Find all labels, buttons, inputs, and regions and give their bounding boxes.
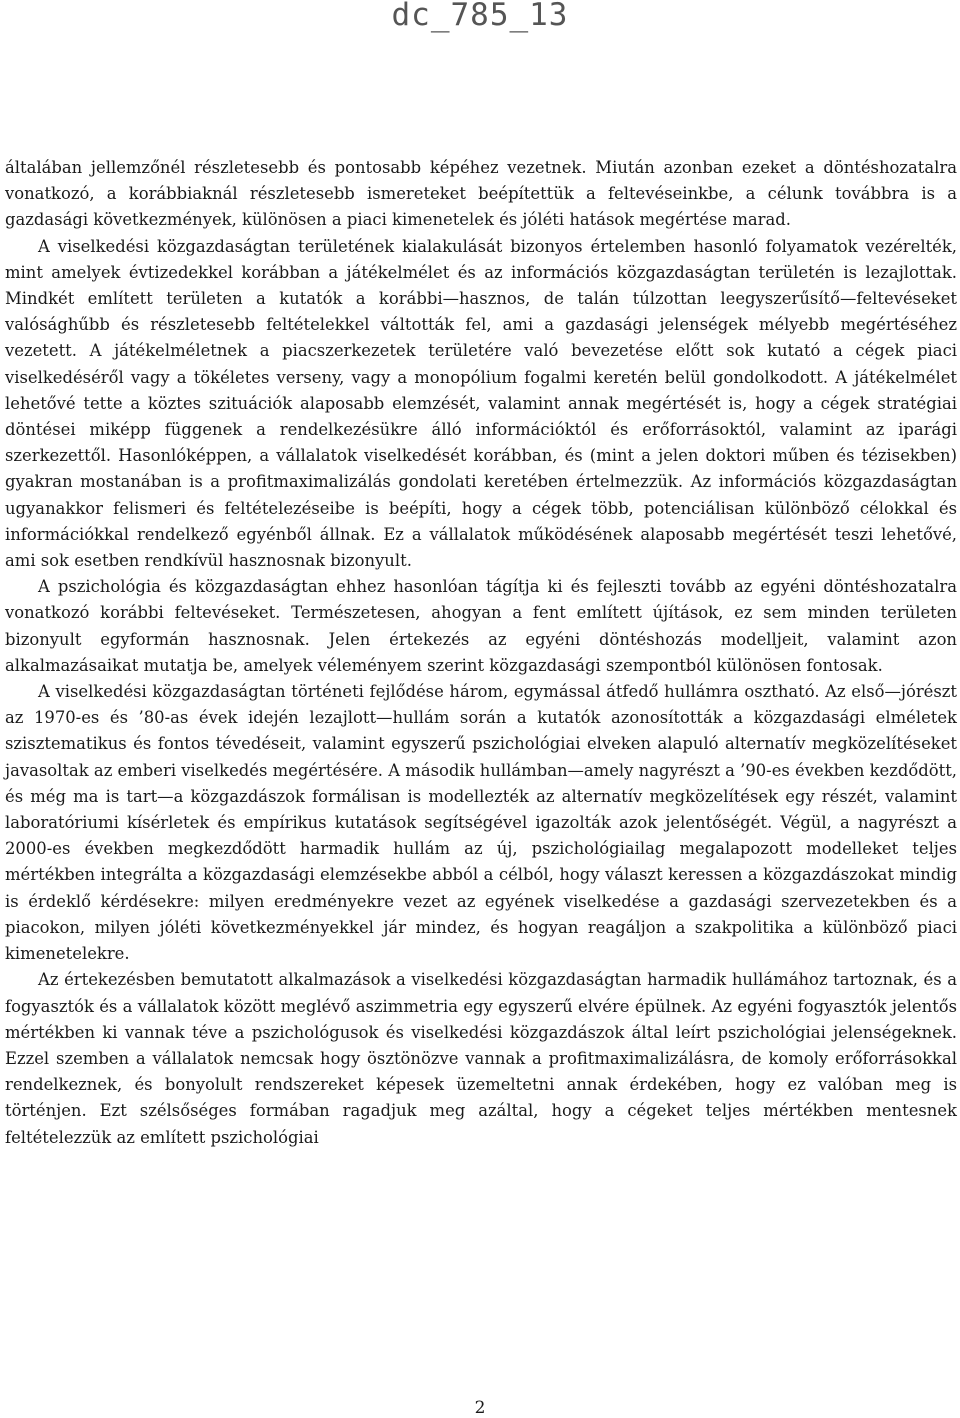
page-number: 2 — [474, 1398, 486, 1418]
document-header-id: dc_785_13 — [391, 0, 569, 33]
paragraph: A viselkedési közgazdaságtan történeti fejlődése három, egymással átfedő hullámra osztható. Az első—jórészt az 1970-es és ’80-as évek idején lezajlott—hullám során a kutatók azonosították a közgazdasági elméletek szisztematikus és fontos tévedéseit, valamint egyszerű pszichológiai elveken alapuló alternatív megközelítéseket javasoltak az emberi viselkedés megértésére. A második hullámban—amely nagyrészt a ’90-es években kezdődött, és még ma is tart—a közgazdászok formálisan is modellezték az alternatív megközelítések egy részét, valamint laboratóriumi kísérletek és empírikus kutatások segítségével igazolták azok jelentőségét. Végül, a nagyrészt a 2000-es években megkezdődött harmadik hullám az új, pszichológiailag megalapozott modelleket teljes mértékben integrálta a közgazdasági elemzésekbe abból a célból, hogy választ keressen a közgazdászokat mindig is érdeklő kérdésekre: milyen eredményekre vezet az egyének viselkedése a gazdasági szervezetekben és a piacokon, milyen jóléti következményekkel jár mindez, és hogyan reagáljon a szakpolitika a különböző piaci kimenetelekre. — [5, 682, 957, 964]
paragraph-continuation: általában jellemzőnél részletesebb és pontosabb képéhez vezetnek. Miután azonban ezeket a döntéshozatalra vonatkozó, a korábbiaknál részletesebb ismereteket beépítettük a feltevéseinkbe, a célunk továbbra is a gazdasági következmények, különösen a piaci kimenetelek és jóléti hatások megértése marad. — [5, 158, 957, 230]
paragraph: Az értekezésben bemutatott alkalmazások a viselkedési közgazdaságtan harmadik hullámához tartoznak, és a fogyasztók és a vállalatok között meglévő aszimmetria egy egyszerű elvére épülnek. Az egyéni fogyasztók jelentős mértékben ki vannak téve a pszichológusok és viselkedési közgazdászok által leírt pszichológiai jelenségeknek. Ezzel szemben a vállalatok nemcsak hogy ösztönözve vannak a profitmaximalizálásra, de komoly erőforrásokkal rendelkeznek, és bonyolult rendszereket képesek üzemeltetni annak érdekében, hogy ez valóban meg is történjen. Ezt szélsőséges formában ragadjuk meg azáltal, hogy a cégeket teljes mértékben mentesnek feltételezzük az említett pszichológiai — [5, 970, 957, 1147]
paragraph: A viselkedési közgazdaságtan területének kialakulását bizonyos értelemben hasonló folyamatok vezérelték, mint amelyek évtizedekkel korábban a játékelmélet és az információs közgazdaságtan területén is lezajlottak. Mindkét említett területen a kutatók a korábbi—hasznos, de talán túlzottan leegyszerűsítő—feltevéseket valósághűbb és részletesebb feltételekkel váltották fel, ami a gazdasági jelenségek mélyebb megértéséhez vezetett. A játékelméletnek a piacszerkezetek területére való bevezetése előtt sok kutató a cégek piaci viselkedéséről vagy a tökéletes verseny, vagy a monopólium fogalmi keretén belül gondolkodott. A játékelmélet lehetővé tette a köztes szituációk alaposabb elemzését, valamint annak megértését is, hogy a cégek stratégiai döntései miképp függenek a rendelkezésükre álló információktól és erőforrásoktól, valamint az iparági szerkezettől. Hasonlóképpen, a vállalatok viselkedését korábban, és (mint a jelen doktori műben és tézisekben) gyakran mostanában is a profitmaximalizálás gondolati keretében értelmezzük. Az információs közgazdaságtan ugyanakkor felismeri és feltételezéseibe is beépíti, hogy a cégek több, potenciálisan különböző célokkal és információkkal rendelkező egyénből állnak. Ez a vállalatok működésének alaposabb megértését teszi lehetővé, ami sok esetben rendkívül hasznosnak bizonyult. — [5, 236, 957, 571]
paragraph: A pszichológia és közgazdaságtan ehhez hasonlóan tágítja ki és fejleszti tovább az egyéni döntéshozatalra vonatkozó korábbi feltevéseket. Természetesen, ahogyan a fent említett újítások, ez sem minden területen bizonyult egyformán hasznosnak. Jelen értekezés az egyéni döntéshozás modelljeit, valamint azon alkalmazásaikat mutatja be, amelyek véleményem szerint közgazdasági szempontból különösen fontosak. — [5, 577, 957, 675]
body-text — [5, 155, 957, 1151]
